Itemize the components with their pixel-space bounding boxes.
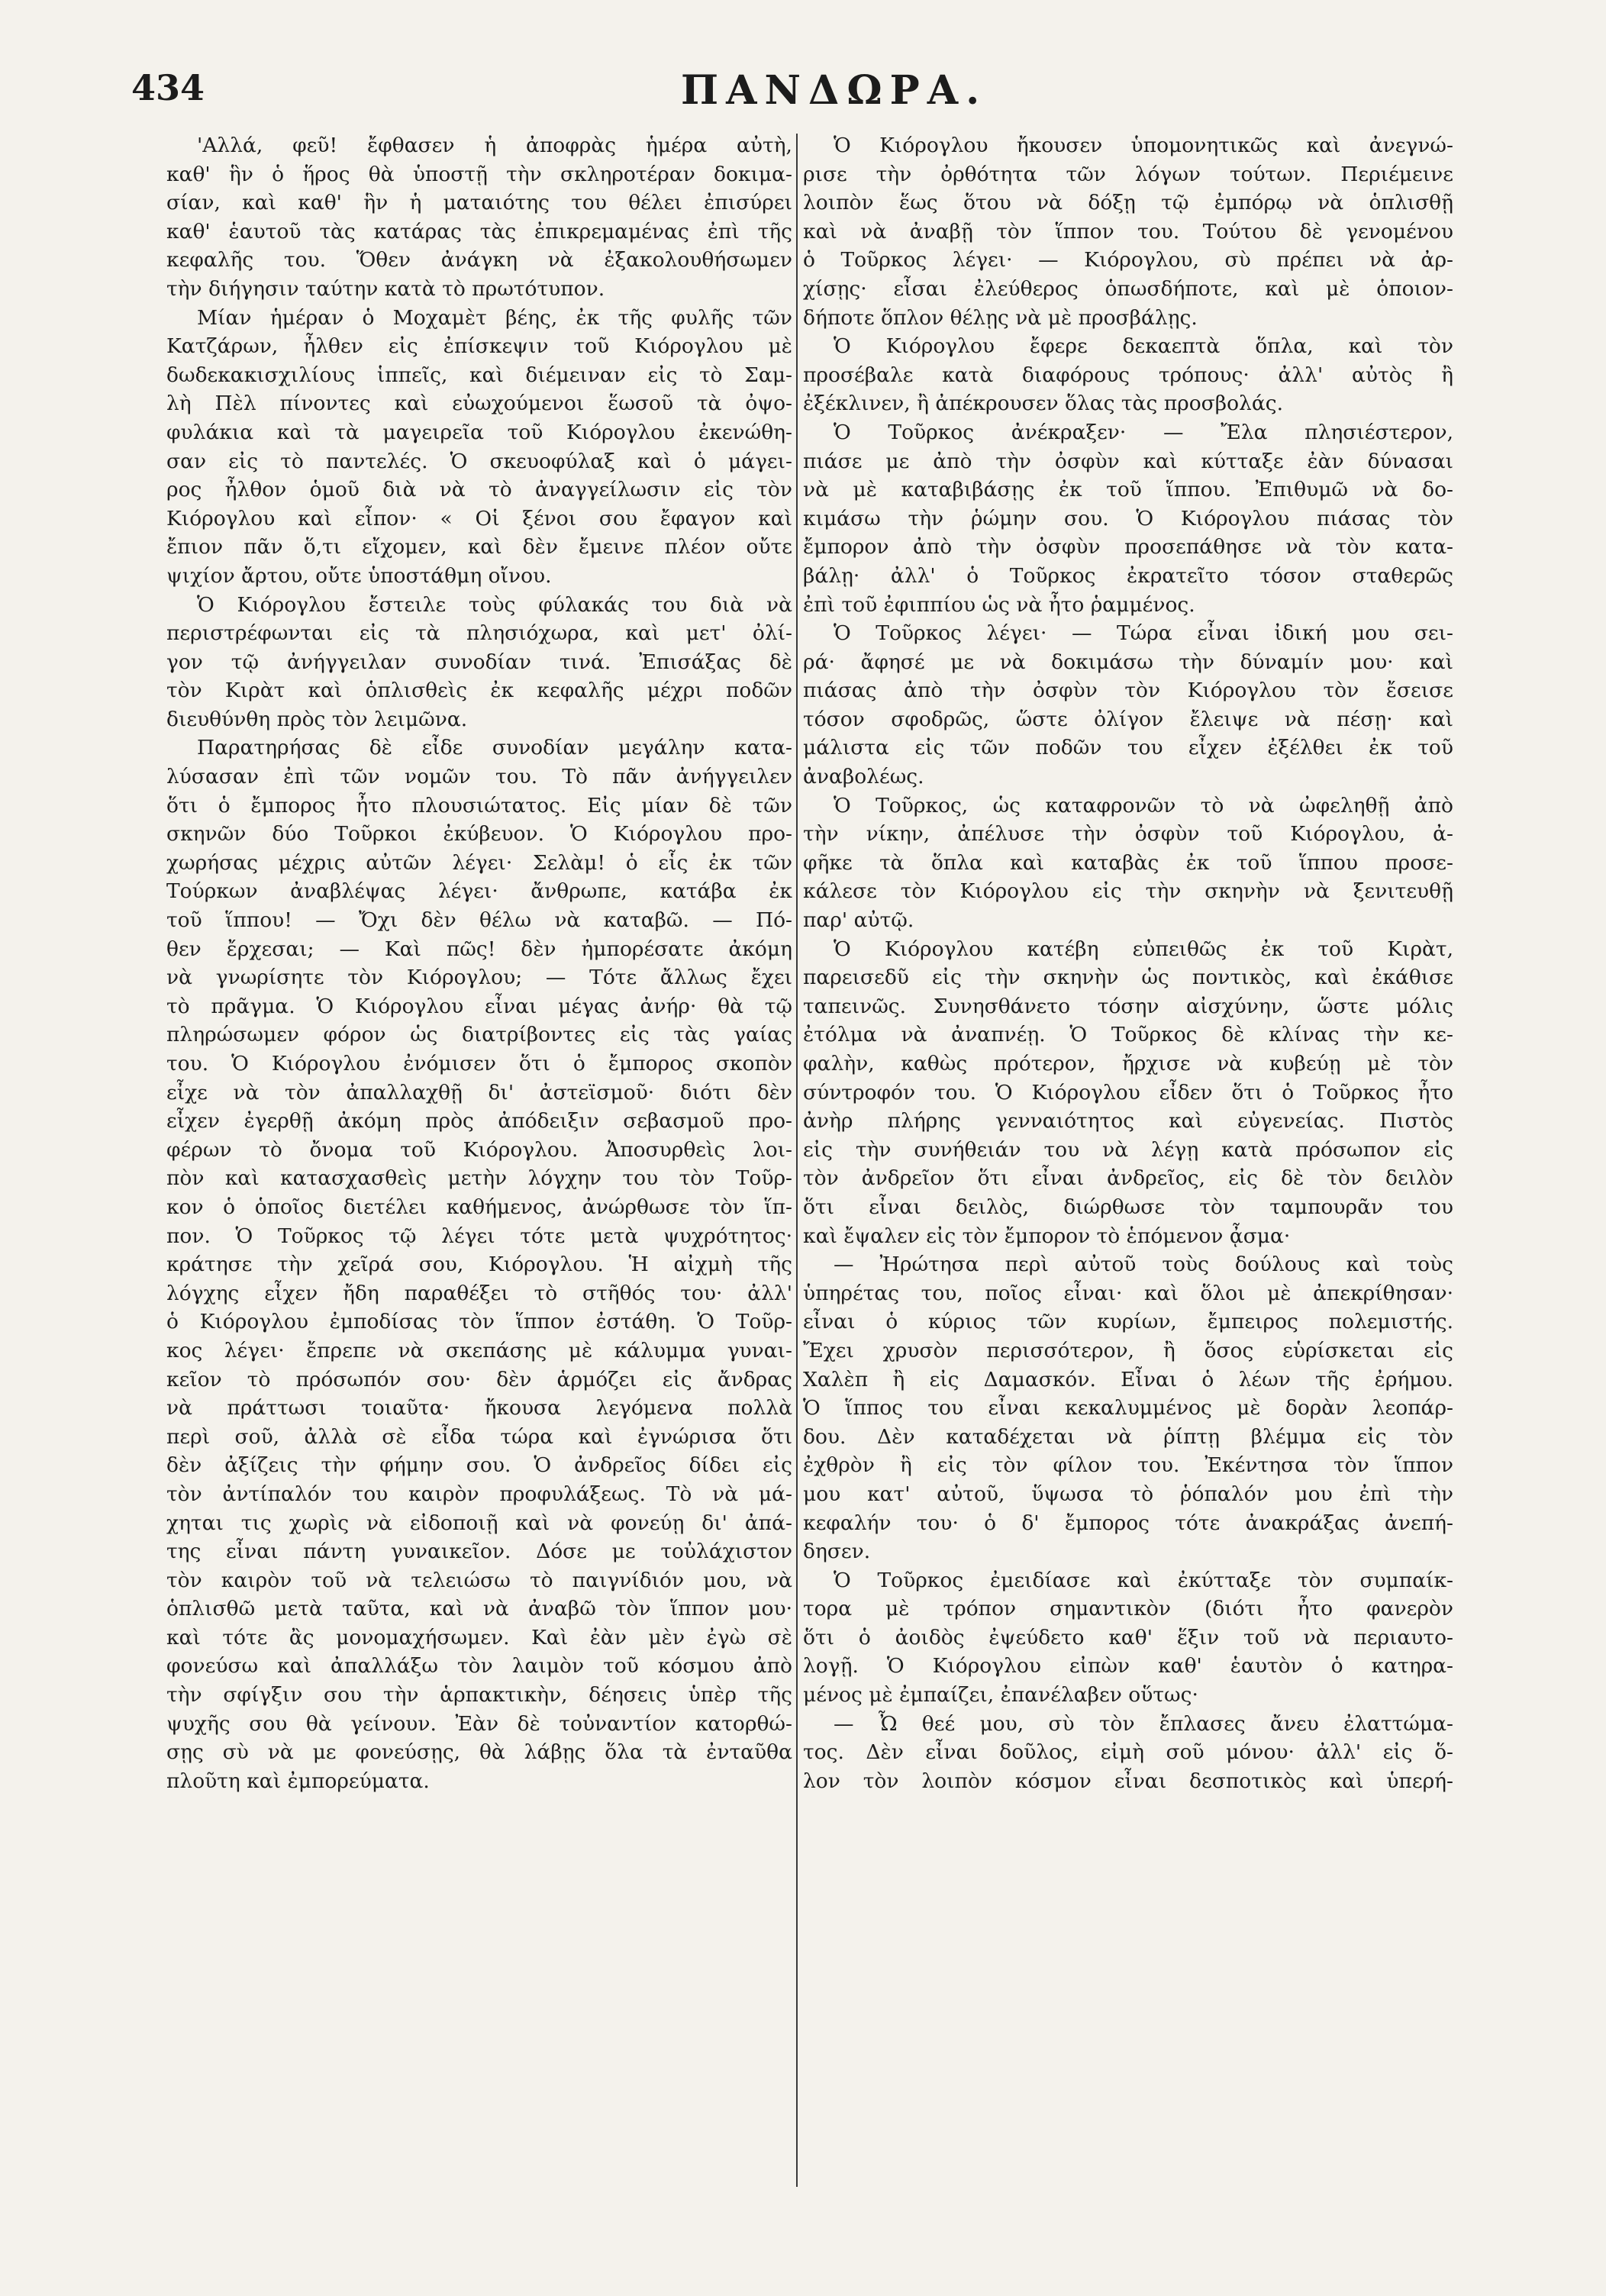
text-line: ἔπιον πᾶν ὅ,τι εἴχομεν, καὶ δὲν ἔμεινε πλέον οὔτε (166, 535, 792, 559)
text-line: καὶ νὰ ἀναβῇ τὸν ἵππον του. Τούτου δὲ γενομένου (803, 219, 1453, 243)
text-line: Ὁ Τοῦρκος, ὡς καταφρονῶν τὸ νὰ ὠφεληθῇ ἀπὸ (834, 793, 1453, 817)
text-line: βάλῃ· ἀλλ' ὁ Τοῦρκος ἐκρατεῖτο τόσον σταθερῶς (803, 563, 1453, 588)
text-line: νὰ πράττωσι τοιαῦτα· ἤκουσα λεγόμενα πολλὰ (166, 1396, 792, 1420)
text-line: περιστρέφωνται εἰς τὰ πλησιόχωρα, καὶ μετ' ὀλί- (166, 621, 792, 646)
text-line: μου κατ' αὐτοῦ, ὕψωσα τὸ ῥόπαλόν μου ἐπὶ τὴν (803, 1482, 1453, 1506)
text-line: δήποτε ὅπλον θέλῃς νὰ μὲ προσβάλῃς. (803, 305, 1198, 330)
text-line: σύντροφόν του. Ὁ Κιόρογλου εἶδεν ὅτι ὁ Τοῦρκος ἦτο (803, 1080, 1453, 1104)
text-line: λύσασαν ἐπὶ τῶν νομῶν του. Τὸ πᾶν ἀνήγγειλεν (166, 765, 792, 789)
text-line: εἰς τὴν συνήθειάν του νὰ λέγῃ κατὰ πρόσωπον εἰς (803, 1137, 1453, 1162)
text-line: χίσῃς· εἶσαι ἐλεύθερος ὁπωσδήποτε, καὶ μὲ ὁποιον- (803, 276, 1453, 301)
text-line: μένος μὲ ἐμπαίζει, ἐπανέλαβεν οὕτως· (803, 1683, 1198, 1707)
text-line: μάλιστα εἰς τῶν ποδῶν του εἶχεν ἐξέλθει ἐκ τοῦ (803, 736, 1453, 760)
text-line: ταπεινῶς. Συνησθάνετο τόσην αἰσχύνην, ὥστε μόλις (803, 994, 1453, 1018)
text-line: — Ἠρώτησα περὶ αὐτοῦ τοὺς δούλους καὶ τοὺς (834, 1253, 1453, 1277)
text-line: φυλάκια καὶ τὰ μαγειρεῖα τοῦ Κιόρογλου ἐκενώθη- (166, 420, 792, 444)
text-line: πλοῦτη καὶ ἐμπορεύματα. (166, 1769, 430, 1793)
text-line: Παρατηρήσας δὲ εἶδε συνοδίαν μεγάλην κατα- (197, 736, 792, 760)
text-line: κιμάσω τὴν ῥώμην σου. Ὁ Κιόρογλου πιάσας τὸν (803, 506, 1453, 530)
text-line: φῆκε τὰ ὅπλα καὶ καταβὰς ἐκ τοῦ ἵππου προσε- (803, 850, 1453, 875)
text-line: Ὁ Τοῦρκος λέγει· — Τώρα εἶναι ἰδική μου σει- (834, 621, 1453, 646)
text-line: ὅτι ὁ ἔμπορος ἦτο πλουσιώτατος. Εἰς μίαν δὲ τῶν (166, 793, 792, 817)
text-line: λον τὸν λοιπὸν κόσμον εἶναι δεσποτικὸς καὶ ὑπερή- (803, 1769, 1453, 1793)
text-line: εἶναι ὁ κύριος τῶν κυρίων, ἔμπειρος πολεμιστής. (803, 1310, 1453, 1334)
page-number: 434 (131, 67, 205, 108)
text-line: φονεύσω καὶ ἀπαλλάξω τὸν λαιμὸν τοῦ κόσμου ἀπὸ (166, 1654, 792, 1678)
text-line: νὰ μὲ καταβιβάσῃς ἐκ τοῦ ἵππου. Ἐπιθυμῶ νὰ δο- (803, 478, 1453, 502)
text-line: δησεν. (803, 1540, 871, 1564)
text-line: ὁπλισθῶ μετὰ ταῦτα, καὶ νὰ ἀναβῶ τὸν ἵππον μου· (166, 1597, 792, 1621)
text-line: Ὁ Τοῦρκος ἀνέκραξεν· — Ἔλα πλησιέστερον, (834, 420, 1453, 444)
text-line: τος. Δὲν εἶναι δοῦλος, εἰμὴ σοῦ μόνου· ἀλλ' εἰς ὅ- (803, 1740, 1453, 1765)
text-line: Κατζάρων, ἦλθεν εἰς ἐπίσκεψιν τοῦ Κιόρογλου μὲ (166, 334, 792, 359)
text-line: κεφαλῆς του. Ὅθεν ἀνάγκη νὰ ἐξακολουθήσωμεν (166, 248, 792, 272)
text-line: Ἔχει χρυσὸν περισσότερον, ἢ ὅσος εὑρίσκεται εἰς (803, 1338, 1453, 1362)
text-line: Ὁ Κιόρογλου ἔστειλε τοὺς φύλακάς του διὰ νὰ (197, 592, 792, 617)
text-line: Μίαν ἡμέραν ὁ Μοχαμὲτ βέης, ἐκ τῆς φυλῆς τῶν (197, 305, 792, 330)
text-line: πιάσε με ἀπὸ τὴν ὀσφὺν καὶ κύτταξε ἐὰν δύνασαι (803, 449, 1453, 473)
text-line: Ὁ Τοῦρκος ἐμειδίασε καὶ ἐκύτταξε τὸν συμπαίκ- (834, 1568, 1453, 1592)
text-line: λὴ Πὲλ πίνοντες καὶ εὐωχούμενοι ἕωσοῦ τὰ ὀψο- (166, 392, 792, 416)
text-line: Ὁ Κιόρογλου ἤκουσεν ὑπομονητικῶς καὶ ἀνεγνώ- (834, 134, 1453, 157)
text-line: ὅτι εἶναι δειλὸς, διώρθωσε τὸν ταμπουρᾶν του (803, 1195, 1453, 1219)
text-line: ρά· ἄφησέ με νὰ δοκιμάσω τὴν δύναμίν μου· καὶ (803, 650, 1453, 674)
text-line: ἔμπορον ἀπὸ τὴν ὀσφὺν προσεπάθησε νὰ τὸν κατα- (803, 535, 1453, 559)
text-line: ρος ἦλθον ὁμοῦ διὰ νὰ τὸ ἀναγγείλωσιν εἰς τὸν (166, 478, 792, 502)
text-line: ρισε τὴν ὀρθότητα τῶν λόγων τούτων. Περιέμεινε (803, 162, 1453, 186)
text-line: τορα μὲ τρόπον σημαντικὸν (διότι ἦτο φανερὸν (803, 1597, 1453, 1621)
text-line: κος λέγει· ἔπρεπε νὰ σκεπάσης μὲ κάλυμμα γυναι- (166, 1338, 792, 1362)
text-line: ἐξέκλινεν, ἢ ἀπέκρουσεν ὅλας τὰς προσβολάς. (803, 392, 1283, 416)
text-line: καθ' ἣν ὁ ἥρος θὰ ὑποστῇ τὴν σκληροτέραν δοκιμα- (166, 162, 792, 186)
text-line: δὲν ἀξίζεις τὴν φήμην σου. Ὁ ἀνδρεῖος δίδει εἰς (166, 1453, 792, 1478)
page-header (131, 67, 1459, 121)
text-line: 'Αλλά, φεῦ! ἔφθασεν ἡ ἀποφρὰς ἡμέρα αὐτὴ, (197, 134, 792, 157)
text-line: ἀνὴρ πλήρης γενναιότητος καὶ εὐγενείας. Πιστὸς (803, 1109, 1453, 1133)
text-line: παρ' αὐτῷ. (803, 908, 914, 933)
text-line: ὁ Τοῦρκος λέγει· — Κιόρογλου, σὺ πρέπει νὰ ἀρ- (803, 248, 1453, 272)
text-line: δωδεκακισχιλίους ἱππεῖς, καὶ διέμειναν εἰς τὸ Σαμ- (166, 363, 792, 387)
text-line: τόσον σφοδρῶς, ὥστε ὀλίγον ἔλειψε νὰ πέσῃ· καὶ (803, 707, 1453, 731)
text-line: σίαν, καὶ καθ' ἣν ἡ ματαιότης του θέλει ἐπισύρει (166, 191, 792, 215)
text-line: λοιπὸν ἕως ὅτου νὰ δόξῃ τῷ ἐμπόρῳ νὰ ὁπλισθῇ (803, 191, 1453, 215)
text-line: ἐπὶ τοῦ ἐφιππίου ὡς νὰ ἦτο ῥαμμένος. (803, 592, 1195, 617)
text-line: κεφαλήν του· ὁ δ' ἔμπορος τότε ἀνακράξας ἀνεπή- (803, 1511, 1453, 1535)
page-title: ΠΑΝΔΩΡΑ. (681, 67, 988, 114)
text-line: ὅτι ὁ ἀοιδὸς ἐψεύδετο καθ' ἕξιν τοῦ νὰ περιαυτο- (803, 1625, 1453, 1649)
text-line: τὴν σφίγξιν σου τὴν ἁρπακτικὴν, δέησεις ὑπὲρ τῆς (166, 1683, 792, 1707)
text-line: καθ' ἑαυτοῦ τὰς κατάρας τὰς ἐπικρεμαμένας ἐπὶ τῆς (166, 219, 792, 243)
text-line: πιάσας ἀπὸ τὴν ὀσφὺν τὸν Κιόρογλου τὸν ἔσεισε (803, 679, 1453, 703)
text-line: Τούρκων ἀναβλέψας λέγει· ἄνθρωπε, κατάβα ἐκ (166, 879, 792, 904)
text-line: τὸν Κιρὰτ καὶ ὁπλισθεὶς ἐκ κεφαλῆς μέχρι ποδῶν (166, 679, 792, 703)
text-line: λογῇ. Ὁ Κιόρογλου εἰπὼν καθ' ἑαυτὸν ὁ κατηρα- (803, 1654, 1453, 1678)
text-line: ἐχθρὸν ἢ εἰς τὸν φίλον του. Ἐκέντησα τὸν ἵππον (803, 1453, 1453, 1478)
text-line: του. Ὁ Κιόρογλου ἐνόμισεν ὅτι ὁ ἔμπορος σκοπὸν (166, 1052, 792, 1075)
text-line: κάλεσε τὸν Κιόρογλου εἰς τὴν σκηνὴν νὰ ξενιτευθῇ (803, 879, 1453, 904)
text-line: πληρώσωμεν φόρον ὡς διατρίβοντες εἰς τὰς γαίας (166, 1023, 792, 1047)
text-line: ὑπηρέτας του, ποῖος εἶναι· καὶ ὅλοι μὲ ἀπεκρίθησαν· (803, 1281, 1453, 1305)
text-line: τὸν ἀντίπαλόν του καιρὸν προφυλάξεως. Τὸ νὰ μά- (166, 1482, 792, 1506)
text-line: εἶχε νὰ τὸν ἀπαλλαχθῇ δι' ἀστεϊσμοῦ· διότι δὲν (166, 1080, 792, 1104)
left-column (166, 131, 792, 2223)
text-line: καὶ ἔψαλεν εἰς τὸν ἔμπορον τὸ ἑπόμενον ᾆσμα· (803, 1224, 1291, 1248)
text-line: τὸ πρᾶγμα. Ὁ Κιόρογλου εἶναι μέγας ἀνήρ· θὰ τῷ (166, 994, 792, 1018)
text-line: προσέβαλε κατὰ διαφόρους τρόπους· ἀλλ' αὐτὸς ἢ (803, 363, 1453, 387)
text-line: χηται τις χωρὶς νὰ εἰδοποιῇ καὶ νὰ φονεύῃ δι' ἀπά- (166, 1511, 792, 1535)
text-line: κράτησε τὴν χεῖρά σου, Κιόρογλου. Ἡ αἰχμὴ τῆς (166, 1253, 792, 1277)
text-line: χωρήσας μέχρις αὐτῶν λέγει· Σελὰμ! ὁ εἷς ἐκ τῶν (166, 850, 792, 875)
text-line: τὸν καιρὸν τοῦ νὰ τελειώσω τὸ παιγνίδιόν μου, νὰ (166, 1568, 792, 1592)
text-line: τὴν διήγησιν ταύτην κατὰ τὸ πρωτότυπον. (166, 276, 605, 301)
text-line: νὰ γνωρίσητε τὸν Κιόρογλου; — Τότε ἄλλως ἔχει (166, 966, 792, 990)
right-column (803, 131, 1453, 2223)
text-line: κεῖον τὸ πρόσωπόν σου· δὲν ἁρμόζει εἰς ἄνδρας (166, 1367, 792, 1391)
text-line: Ὁ ἵππος του εἶναι κεκαλυμμένος μὲ δορὰν λεοπάρ- (803, 1396, 1453, 1420)
text-line: ὁ Κιόρογλου ἐμποδίσας τὸν ἵππον ἐστάθη. Ὁ Τοῦρ- (166, 1310, 792, 1334)
text-line: τὸν ἀνδρεῖον ὅτι εἶναι ἀνδρεῖος, εἰς δὲ τὸν δειλὸν (803, 1166, 1453, 1191)
text-line: πὸν καὶ κατασχασθεὶς μετὴν λόγχην του τὸν Τοῦρ- (166, 1166, 792, 1191)
text-line: περὶ σοῦ, ἀλλὰ σὲ εἶδα τώρα καὶ ἐγνώρισα ὅτι (166, 1424, 792, 1449)
text-line: τοῦ ἵππου! — Ὄχι δὲν θέλω νὰ καταβῶ. — Πό- (166, 908, 792, 933)
text-line: ψιχίον ἄρτου, οὔτε ὑποστάθμη οἴνου. (166, 563, 552, 588)
text-line: λόγχης εἶχεν ἤδη παραθέξει τὸ στῆθός του· ἀλλ' (166, 1281, 792, 1305)
text-line: γον τῷ ἀνήγγειλαν συνοδίαν τινά. Ἐπισάξας δὲ (166, 650, 792, 674)
text-line: ἀναβολέως. (803, 765, 924, 789)
text-line: φέρων τὸ ὄνομα τοῦ Κιόρογλου. Ἀποσυρθεὶς λοι- (166, 1137, 792, 1162)
text-line: ἐτόλμα νὰ ἀναπνέῃ. Ὁ Τοῦρκος δὲ κλίνας τὴν κε- (803, 1023, 1453, 1047)
text-line: παρεισεδῦ εἰς τὴν σκηνὴν ὡς ποντικὸς, καὶ ἐκάθισε (803, 966, 1453, 990)
text-line: ψυχῆς σου θὰ γείνουν. Ἐὰν δὲ τοὐναντίον κατορθώ- (166, 1711, 792, 1736)
text-line: κον ὁ ὁποῖος διετέλει καθήμενος, ἀνώρθωσε τὸν ἵπ- (166, 1195, 792, 1219)
text-line: τὴν νίκην, ἀπέλυσε τὴν ὀσφὺν τοῦ Κιόρογλου, ἀ- (803, 822, 1453, 846)
text-line: σαν εἰς τὸ παντελές. Ὁ σκευοφύλαξ καὶ ὁ μάγει- (166, 449, 792, 473)
text-line: Ὁ Κιόρογλου κατέβη εὐπειθῶς ἐκ τοῦ Κιρὰτ, (834, 937, 1453, 961)
text-line: εἶχεν ἐγερθῇ ἀκόμη πρὸς ἀπόδειξιν σεβασμοῦ προ- (166, 1109, 792, 1133)
text-line: διευθύνθη πρὸς τὸν λειμῶνα. (166, 707, 468, 731)
text-line: φαλὴν, καθὼς πρότερον, ἤρχισε νὰ κυβεύῃ μὲ τὸν (803, 1052, 1453, 1075)
text-line: — Ὦ θεέ μου, σὺ τὸν ἔπλασες ἄνευ ἐλαττώμα- (834, 1711, 1453, 1736)
text-line: θεν ἔρχεσαι; — Καὶ πῶς! δὲν ἠμπορέσατε ἀκόμη (166, 937, 792, 961)
text-line: δου. Δὲν καταδέχεται νὰ ῥίπτῃ βλέμμα εἰς τὸν (803, 1424, 1453, 1449)
text-line: σκηνῶν δύο Τοῦρκοι ἐκύβευον. Ὁ Κιόρογλου προ- (166, 822, 792, 846)
text-line: πον. Ὁ Τοῦρκος τῷ λέγει τότε μετὰ ψυχρότητος· (166, 1224, 792, 1248)
text-line: Κιόρογλου καὶ εἶπον· « Οἱ ξένοι σου ἔφαγον καὶ (166, 506, 792, 530)
text-line: Ὁ Κιόρογλου ἔφερε δεκαεπτὰ ὅπλα, καὶ τὸν (834, 334, 1453, 359)
text-line: Χαλὲπ ἢ εἰς Δαμασκόν. Εἶναι ὁ λέων τῆς ἐρήμου. (803, 1367, 1453, 1391)
column-divider (796, 134, 798, 2187)
text-line: της εἶναι πάντη γυναικεῖον. Δόσε με τοὐλάχιστον (166, 1540, 792, 1564)
text-line: καὶ τότε ἂς μονομαχήσωμεν. Καὶ ἐὰν μὲν ἐγὼ σὲ (166, 1625, 792, 1649)
text-line: σῃς σὺ νὰ με φονεύσῃς, θὰ λάβῃς ὅλα τὰ ἐνταῦθα (166, 1740, 792, 1765)
